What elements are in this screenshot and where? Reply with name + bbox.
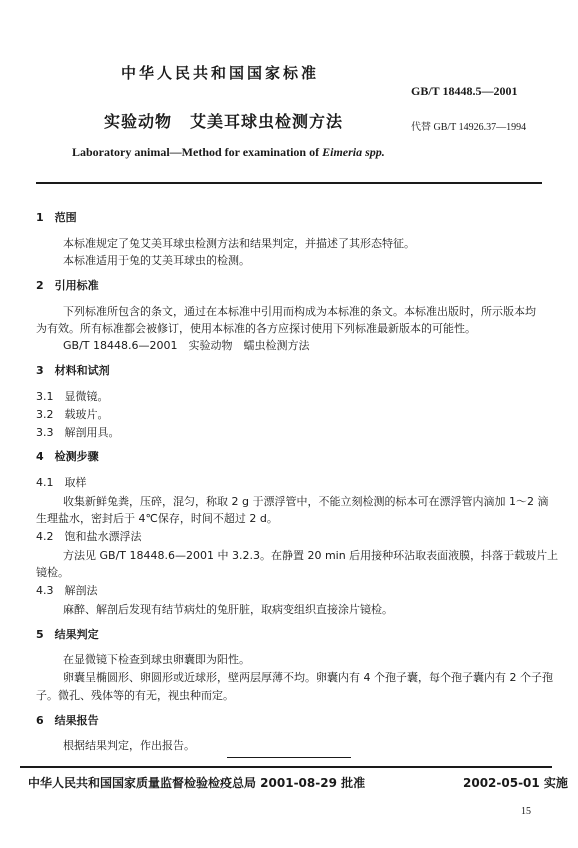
english-title [72,145,385,160]
section-6-para-1: 根据结果判定，作出报告。 [63,739,195,752]
approval-line: 中华人民共和国国家质量监督检验检疫总局 2001-08-29 批准 [28,776,366,790]
section-1-para-2: 本标准适用于兔的艾美耳球虫的检测。 [63,254,250,267]
section-3-item-3: 3.3 解剖用具。 [36,426,120,439]
footer-rule [20,766,552,768]
national-standard-heading: 中华人民共和国国家标准 [121,64,320,82]
section-4-heading: 4 检测步骤 [36,450,99,463]
chinese-title-part1: 实验动物 [104,112,173,131]
section-5-para-1: 在显微镜下检查到球虫卵囊即为阳性。 [63,653,250,666]
section-4-2-line-1: 方法见 GB/T 18448.6—2001 中 3.2.3。在静置 20 min 后用接种环沾取表面液膜，抖落于载玻片上 [63,549,559,562]
page-number: 15 [521,806,531,817]
section-2-para-line-1: 下列标准所包含的条文，通过在本标准中引用而构成为本标准的条文。本标准出版时，所示版本均 [63,305,536,318]
section-5-heading: 5 结果判定 [36,628,99,641]
section-4-2-heading: 4.2 饱和盐水漂浮法 [36,530,142,543]
section-4-1-line-1: 收集新鲜兔粪，压碎，混匀，称取 2 g 于漂浮管中，不能立刻检测的标本可在漂浮管内滴加 1～2 滴 [63,495,549,508]
standard-code: GB/T 18448.5—2001 [411,84,518,98]
end-rule [227,757,351,758]
section-5-para-2-line-1: 卵囊呈椭圆形、卵圆形或近球形，壁两层厚薄不均。卵囊内有 4 个孢子囊，每个孢子囊内有 2 个子孢 [63,671,553,684]
english-title-species: Eimeria spp. [322,145,385,159]
section-1-heading: 1 范围 [36,211,77,224]
section-6-heading: 6 结果报告 [36,714,99,727]
english-title-text: Laboratory animal—Method for examination of [72,145,323,159]
header-rule [36,182,542,184]
replaces-standard: 代替 GB/T 14926.37—1994 [411,122,527,133]
section-1-para-1: 本标准规定了兔艾美耳球虫检测方法和结果判定，并描述了其形态特征。 [63,237,415,250]
section-2-heading: 2 引用标准 [36,279,99,292]
section-4-1-line-2: 生理盐水，密封后于 4℃保存，时间不超过 2 d。 [36,512,278,525]
section-4-1-heading: 4.1 取样 [36,476,87,489]
section-4-2-line-2: 镜检。 [36,566,69,579]
section-2-para-line-2: 为有效。所有标准都会被修订，使用本标准的各方应探讨使用下列标准最新版本的可能性。 [36,322,476,335]
section-4-3-heading: 4.3 解剖法 [36,584,98,597]
chinese-title [104,109,343,132]
chinese-title-part2: 艾美耳球虫检测方法 [190,112,344,131]
section-3-heading: 3 材料和试剂 [36,364,110,377]
section-3-item-1: 3.1 显微镜。 [36,390,109,403]
section-5-para-2-line-2: 子。微孔、残体等的有无，视虫种而定。 [36,689,234,702]
section-4-3-line-1: 麻醉、解剖后发现有结节病灶的兔肝脏，取病变组织直接涂片镜检。 [63,603,393,616]
section-3-item-2: 3.2 载玻片。 [36,408,109,421]
section-2-reference: GB/T 18448.6—2001 实验动物 蠕虫检测方法 [63,339,310,352]
implementation-date: 2002-05-01 实施 [463,776,568,790]
